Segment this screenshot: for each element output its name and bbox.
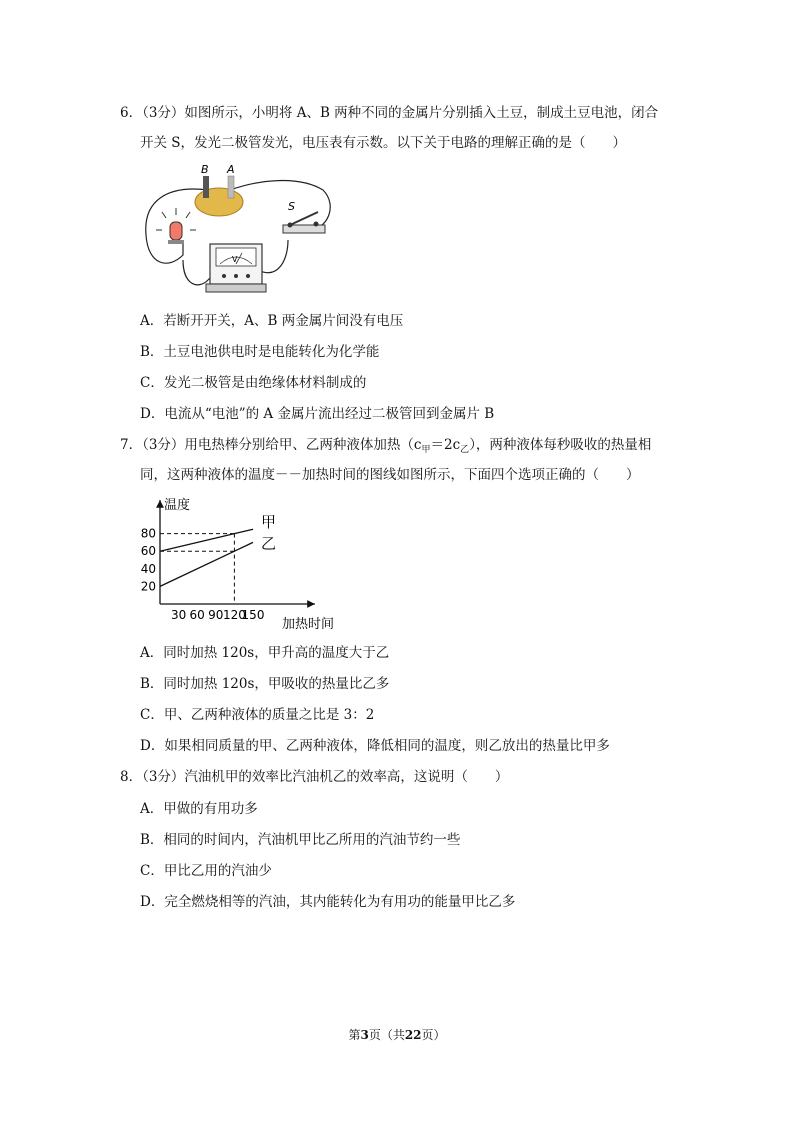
x-tick-label: 60 (189, 608, 205, 622)
q8-option-a: A．甲做的有用功多 (140, 801, 258, 817)
temperature-time-chart (130, 492, 360, 632)
q7-stem-line2: 同，这两种液体的温度－－加热时间的图线如图所示，下面四个选项正确的（ ） (140, 467, 640, 483)
y-tick-label: 80 (140, 526, 156, 541)
page-footer (0, 1026, 794, 1043)
potato-circuit-figure (138, 160, 338, 300)
y-tick-label: 40 (140, 561, 156, 576)
subscript-yi: 乙 (460, 445, 470, 455)
q6-option-b: B．土豆电池供电时是电能转化为化学能 (140, 344, 380, 360)
footer-total-pages: 22 (404, 1028, 422, 1042)
y-tick-label: 20 (140, 579, 156, 594)
footer-pre: 第 (348, 1028, 361, 1042)
q8-stem: 8．（3分）汽油机甲的效率比汽油机乙的效率高，这说明（ ） (120, 769, 509, 785)
q7-option-b: B．同时加热 120s，甲吸收的热量比乙多 (140, 676, 390, 692)
y-axis-label: 温度 (164, 498, 191, 513)
potato (195, 188, 243, 216)
q7-stem-line1 (120, 436, 651, 459)
x-tick-label: 90 (208, 608, 224, 622)
q6-option-a: A．若断开开关，A、B 两金属片间没有电压 (140, 313, 404, 329)
series-label-jia: 甲 (261, 513, 277, 532)
label-s: S (288, 200, 295, 213)
x-tick-label: 30 (170, 608, 187, 622)
q7-option-c: C．甲、乙两种液体的质量之比是 3：2 (140, 707, 375, 723)
q8-option-c: C．甲比乙用的汽油少 (140, 863, 272, 879)
q7-option-d: D．如果相同质量的甲、乙两种液体，降低相同的温度，则乙放出的热量比甲多 (140, 738, 610, 754)
q6-option-c: C．发光二极管是由绝缘体材料制成的 (140, 375, 367, 391)
q8-option-d: D．完全燃烧相等的汽油，其内能转化为有用功的能量甲比乙多 (140, 894, 516, 910)
plate-a (228, 176, 234, 198)
series-line-yi (160, 542, 253, 586)
footer-post: 页） (421, 1028, 446, 1042)
led-icon (156, 208, 196, 244)
plate-b (203, 176, 209, 198)
x-tick-label: 120 (222, 608, 246, 622)
q6-stem-line1: 6．（3分）如图所示，小明将 A、B 两种不同的金属片分别插入土豆，制成土豆电池，闭合 (120, 105, 659, 121)
footer-page-number: 3 (360, 1028, 369, 1042)
switch-icon (283, 212, 325, 233)
x-tick-label: 150 (241, 608, 265, 622)
q6-stem-line2: 开关 S，发光二极管发光，电压表有示数。以下关于电路的理解正确的是（ ） (140, 135, 627, 151)
y-tick-label: 60 (140, 544, 156, 559)
series-label-yi: 乙 (261, 534, 277, 553)
q8-option-b: B．相同的时间内，汽油机甲比乙所用的汽油节约一些 (140, 832, 461, 848)
q7-option-a: A．同时加热 120s，甲升高的温度大于乙 (140, 645, 390, 661)
footer-mid: 页（共 (368, 1028, 405, 1042)
voltmeter-icon (206, 244, 266, 292)
q7-stem-part2: ＝2c (430, 437, 461, 453)
label-a: A (227, 163, 235, 176)
q6-option-d: D．电流从“电池”的 A 金属片流出经过二极管回到金属片 B (140, 406, 495, 422)
q7-stem-part1: 7．（3分）用电热棒分别给甲、乙两种液体加热（c (120, 437, 422, 453)
x-axis-label: 加热时间 (282, 617, 335, 632)
q7-stem-part3: ），两种液体每秒吸收的热量相 (469, 437, 652, 453)
series-line-jia (160, 529, 253, 551)
label-v: V (232, 255, 238, 264)
label-b: B (201, 163, 209, 176)
subscript-jia: 甲 (421, 445, 431, 455)
